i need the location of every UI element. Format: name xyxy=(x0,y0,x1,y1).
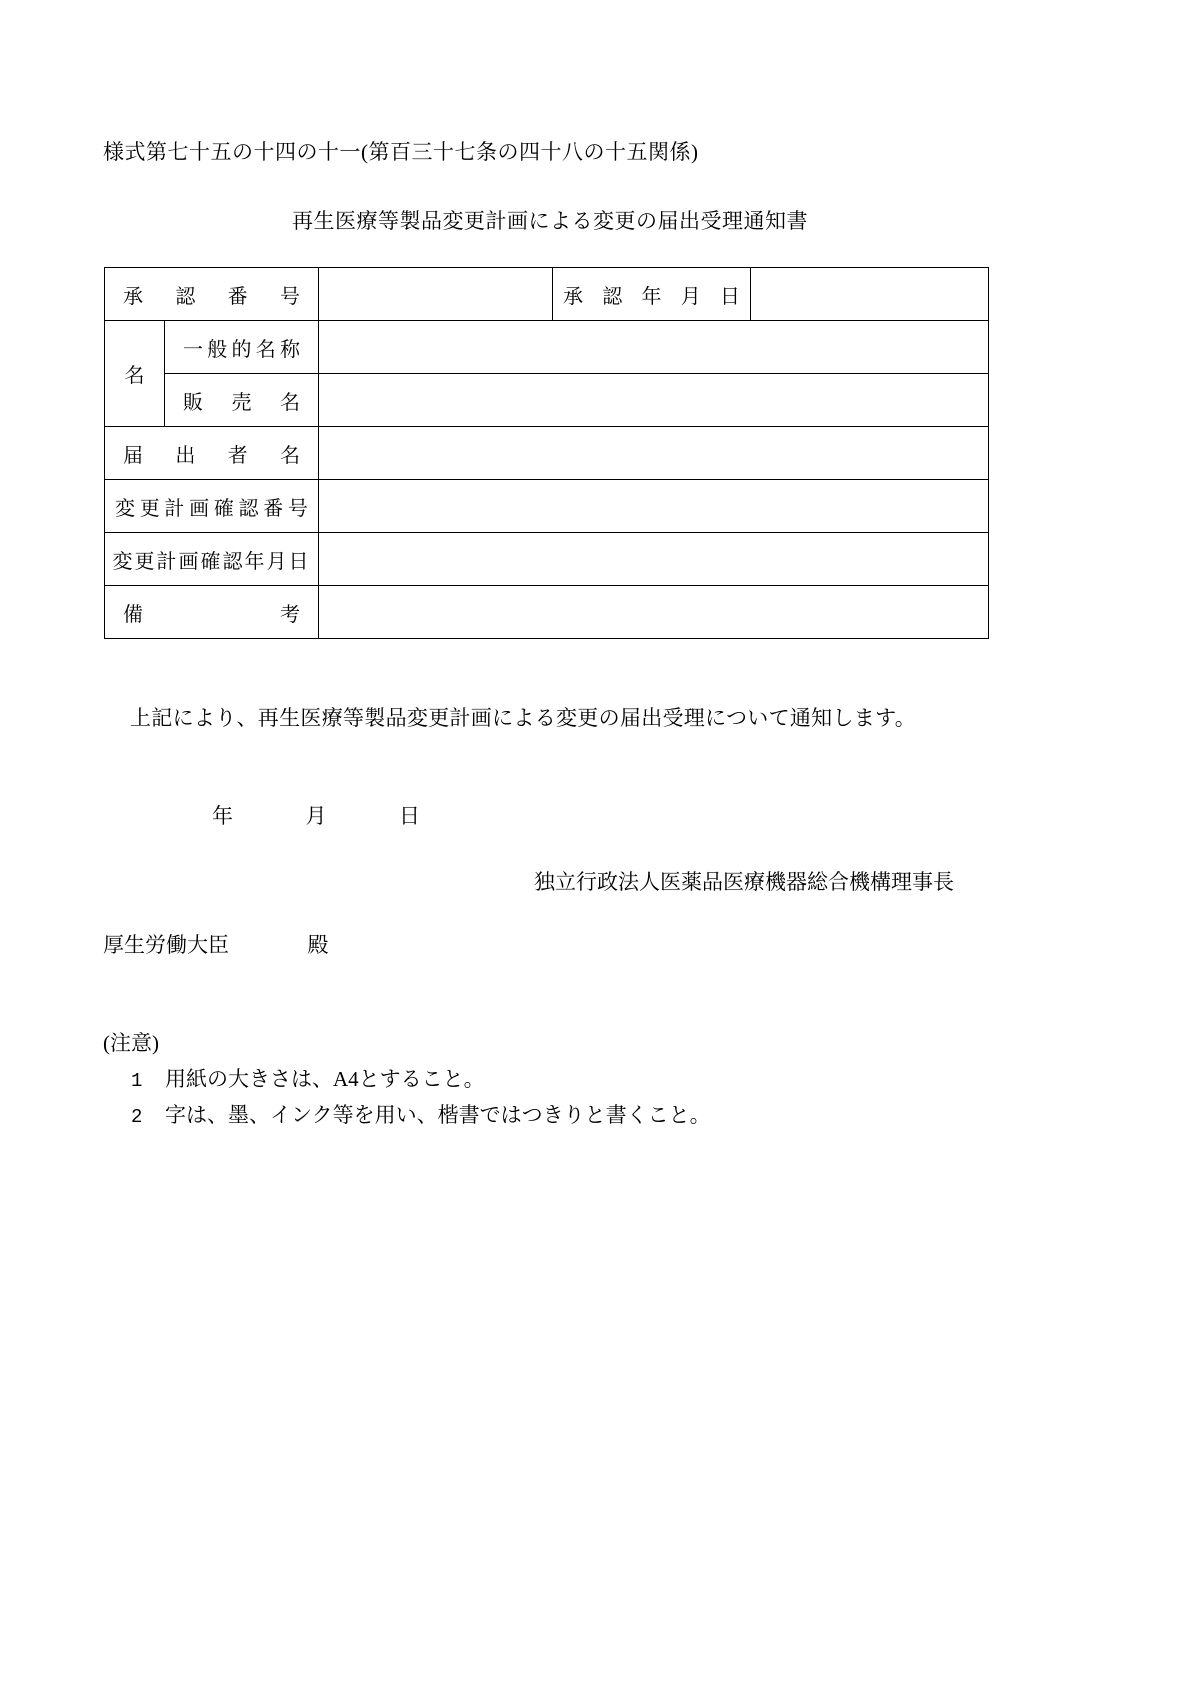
value-brand-name[interactable] xyxy=(319,374,989,427)
label-char: 年 xyxy=(641,285,662,308)
label-remarks xyxy=(105,586,319,639)
note-text-1: 用紙の大きさは、A4とすること。 xyxy=(165,1067,485,1091)
value-generic-name[interactable] xyxy=(319,321,989,374)
label-char: 月 xyxy=(680,285,701,308)
note-number-1: 1 xyxy=(131,1070,143,1092)
label-generic-name-text xyxy=(165,333,318,362)
label-approval-date-text xyxy=(553,280,750,309)
label-char: 売 xyxy=(231,391,252,414)
label-char: 更 xyxy=(139,497,160,520)
form-number: 様式第七十五の十四の十一(第百三十七条の四十八の十五関係) xyxy=(103,140,699,164)
note-text-2: 字は、墨、インク等を用い、楷書ではつきりと書くこと。 xyxy=(165,1103,711,1127)
label-brand-name xyxy=(165,374,319,427)
label-approval-number xyxy=(105,268,319,321)
label-char: 号 xyxy=(287,497,308,520)
label-char: 変 xyxy=(115,497,135,520)
label-char: 名 xyxy=(255,338,276,361)
label-char: 般 xyxy=(207,338,228,361)
note-item-2 xyxy=(103,1099,711,1129)
notes-title: (注意) xyxy=(103,1031,159,1055)
issuer-name: 独立行政法人医薬品医療機器総合機構理事長 xyxy=(534,870,954,894)
label-char: 一 xyxy=(183,338,203,361)
label-char: 的 xyxy=(231,338,252,361)
label-char: 者 xyxy=(227,444,248,467)
value-approval-date[interactable] xyxy=(751,268,989,321)
label-generic-name xyxy=(165,321,319,374)
label-char: 承 xyxy=(123,285,143,308)
label-char: 出 xyxy=(175,444,196,467)
note-item-1 xyxy=(103,1063,711,1093)
table-row-change-plan-date xyxy=(105,533,989,586)
notes-section xyxy=(103,1027,711,1129)
label-change-plan-date-text: 変更計画確認年月日 xyxy=(112,550,311,573)
label-notifier-name xyxy=(105,427,319,480)
label-char: 確 xyxy=(213,497,234,520)
label-char: 認 xyxy=(602,285,623,308)
label-char: 画 xyxy=(189,497,210,520)
date-day-label: 日 xyxy=(399,804,420,828)
table-row-notifier xyxy=(105,427,989,480)
addressee xyxy=(103,929,329,959)
date-line xyxy=(212,800,420,830)
label-char: 名 xyxy=(279,444,300,467)
date-year-label: 年 xyxy=(212,804,233,828)
label-char: 備 xyxy=(123,603,143,626)
note-number-2: 2 xyxy=(131,1106,143,1128)
value-remarks[interactable] xyxy=(319,586,989,639)
label-char: 認 xyxy=(238,497,259,520)
label-char: 号 xyxy=(279,285,300,308)
label-remarks-text xyxy=(105,598,318,627)
label-char: 届 xyxy=(123,444,143,467)
label-char: 考 xyxy=(280,603,300,626)
label-change-plan-date xyxy=(105,533,319,586)
table-row-remarks xyxy=(105,586,989,639)
label-brand-name-text xyxy=(165,386,318,415)
label-approval-date xyxy=(553,268,751,321)
label-change-plan-number-text xyxy=(105,492,318,521)
label-name-group-top: 名 xyxy=(105,321,165,427)
addressee-name: 厚生労働大臣 xyxy=(103,933,229,957)
label-char: 番 xyxy=(227,285,248,308)
label-char: 名 xyxy=(280,391,300,414)
value-approval-number[interactable] xyxy=(319,268,553,321)
addressee-honorific: 殿 xyxy=(307,933,329,957)
table-row-brand-name xyxy=(105,374,989,427)
label-char: 称 xyxy=(280,338,300,361)
label-char: 販 xyxy=(183,391,203,414)
label-char: 計 xyxy=(164,497,185,520)
label-char: 番 xyxy=(263,497,284,520)
body-paragraph: 上記により、再生医療等製品変更計画による変更の届出受理について通知します。 xyxy=(130,706,916,730)
table-row-generic-name xyxy=(105,321,989,374)
notification-form-table xyxy=(104,267,989,639)
table-row-approval xyxy=(105,268,989,321)
value-change-plan-date[interactable] xyxy=(319,533,989,586)
table-row-change-plan-number xyxy=(105,480,989,533)
label-change-plan-number xyxy=(105,480,319,533)
label-char: 承 xyxy=(563,285,583,308)
date-month-label: 月 xyxy=(305,804,327,828)
label-approval-number-text xyxy=(105,280,318,309)
label-char: 認 xyxy=(175,285,196,308)
label-char: 日 xyxy=(720,285,740,308)
label-notifier-name-text xyxy=(105,439,318,468)
value-notifier-name[interactable] xyxy=(319,427,989,480)
page-title: 再生医療等製品変更計画による変更の届出受理通知書 xyxy=(292,209,808,233)
value-change-plan-number[interactable] xyxy=(319,480,989,533)
